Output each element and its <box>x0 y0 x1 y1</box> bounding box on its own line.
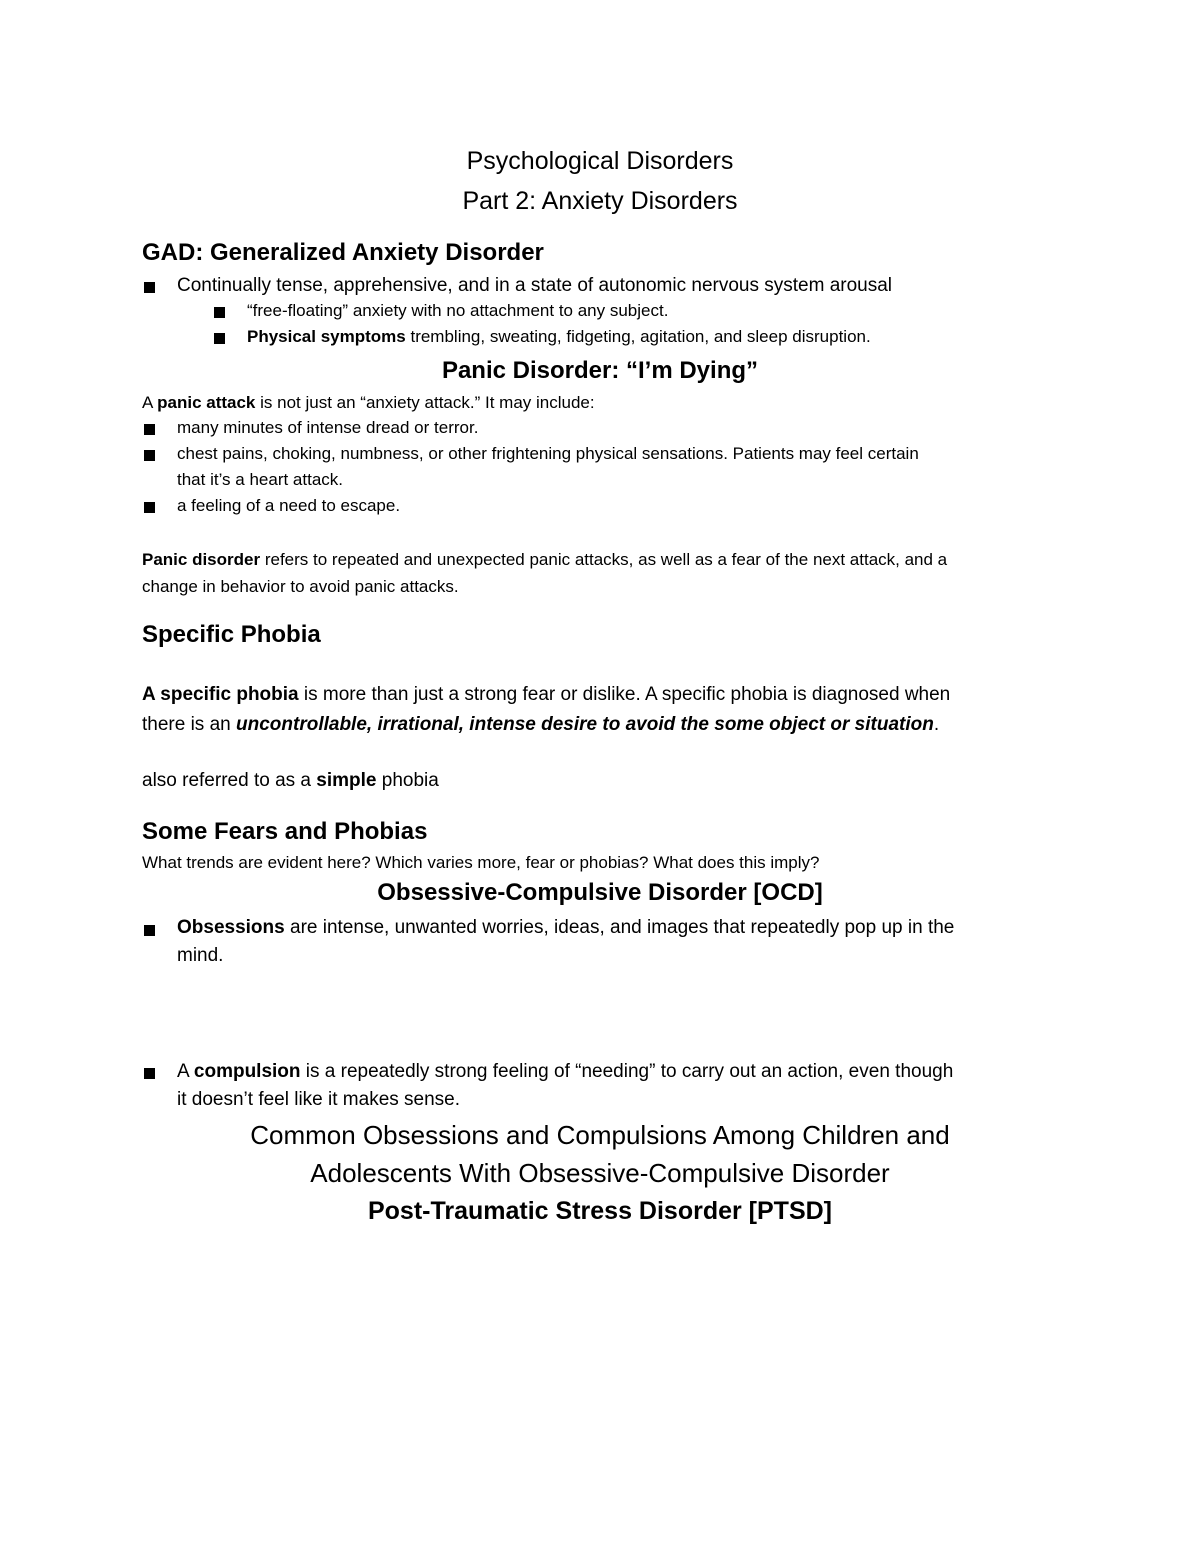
ocd-bullet-2-line-1 <box>177 1058 953 1086</box>
panic-intro-b: is not just an “anxiety attack.” It may include: <box>255 393 595 412</box>
panic-bullet-2-line-2: that it’s a heart attack. <box>177 470 343 489</box>
obsessions-term: Obsessions <box>177 917 285 938</box>
gad-heading: GAD: Generalized Anxiety Disorder <box>142 239 544 266</box>
panic-bullet-1: many minutes of intense dread or terror. <box>177 418 479 437</box>
ptsd-heading: Post-Traumatic Stress Disorder [PTSD] <box>367 1197 832 1225</box>
bullet-icon <box>214 333 225 344</box>
panic-attack-term: panic attack <box>157 393 256 412</box>
physical-symptoms-term: Physical symptoms <box>247 327 406 346</box>
bullet-icon <box>144 282 155 293</box>
bullet-icon <box>214 307 225 318</box>
phobia-para-text: is more than just a strong fear or dislike. A specific phobia is diagnosed when <box>298 684 951 705</box>
phobia-para-line-2-a: there is an <box>142 714 236 735</box>
physical-symptoms-text: trembling, sweating, fidgeting, agitation, and sleep disruption. <box>405 327 871 346</box>
bullet-icon <box>144 450 155 461</box>
phobia-heading: Specific Phobia <box>142 621 321 648</box>
doc-subtitle: Part 2: Anxiety Disorders <box>462 187 738 215</box>
panic-disorder-para-line-1 <box>142 547 947 573</box>
bullet-icon <box>144 1068 155 1079</box>
ocd-bullet-1-line-1 <box>177 914 954 942</box>
panic-heading: Panic Disorder: “I’m Dying” <box>441 357 759 384</box>
simple-term: simple <box>316 770 377 791</box>
bullet-icon <box>144 502 155 513</box>
phobia-para-end: . <box>933 714 940 735</box>
obsessions-text: are intense, unwanted worries, ideas, and images that repeatedly pop up in the <box>284 917 955 938</box>
bullet-icon <box>144 424 155 435</box>
phobia-para-line-2 <box>142 711 939 739</box>
simple-phobia-a: also referred to as a <box>142 770 317 791</box>
ocd-bullet-1-line-2: mind. <box>177 945 224 966</box>
phobia-para-line-1 <box>142 681 950 709</box>
gad-sub-bullet-2 <box>247 324 871 350</box>
panic-intro <box>142 390 595 416</box>
gad-sub-bullet-1: “free-floating” anxiety with no attachment to any subject. <box>247 301 669 320</box>
ocd-heading: Obsessive-Compulsive Disorder [OCD] <box>377 879 823 906</box>
phobia-emphasis: uncontrollable, irrational, intense desire to avoid the some object or situation <box>236 714 934 735</box>
fears-heading: Some Fears and Phobias <box>142 818 428 845</box>
simple-phobia-b: phobia <box>376 770 439 791</box>
gad-bullet-1: Continually tense, apprehensive, and in a state of autonomic nervous system arousal <box>177 275 893 296</box>
specific-phobia-term: A specific phobia <box>142 684 299 705</box>
compulsion-text: is a repeatedly strong feeling of “needing” to carry out an action, even though <box>300 1061 954 1082</box>
panic-intro-a: A <box>142 393 158 412</box>
panic-disorder-text: refers to repeated and unexpected panic attacks, as well as a fear of the next attack, and a <box>260 550 948 569</box>
common-obsessions-line-2: Adolescents With Obsessive-Compulsive Disorder <box>310 1158 890 1188</box>
bullet-icon <box>144 925 155 936</box>
panic-bullet-2-line-1: chest pains, choking, numbness, or other frightening physical sensations. Patients may feel certain <box>177 444 919 463</box>
compulsion-a: A <box>177 1061 194 1082</box>
compulsion-term: compulsion <box>193 1061 301 1082</box>
panic-disorder-para-line-2: change in behavior to avoid panic attacks. <box>142 577 459 596</box>
doc-title: Psychological Disorders <box>466 147 734 175</box>
fears-question: What trends are evident here? Which varies more, fear or phobias? What does this imply? <box>142 853 820 872</box>
common-obsessions-line-1: Common Obsessions and Compulsions Among Children and <box>250 1120 950 1150</box>
panic-disorder-term: Panic disorder <box>142 550 261 569</box>
ocd-bullet-2-line-2: it doesn’t feel like it makes sense. <box>177 1089 461 1110</box>
simple-phobia-line <box>142 767 439 795</box>
panic-bullet-3: a feeling of a need to escape. <box>177 496 401 515</box>
